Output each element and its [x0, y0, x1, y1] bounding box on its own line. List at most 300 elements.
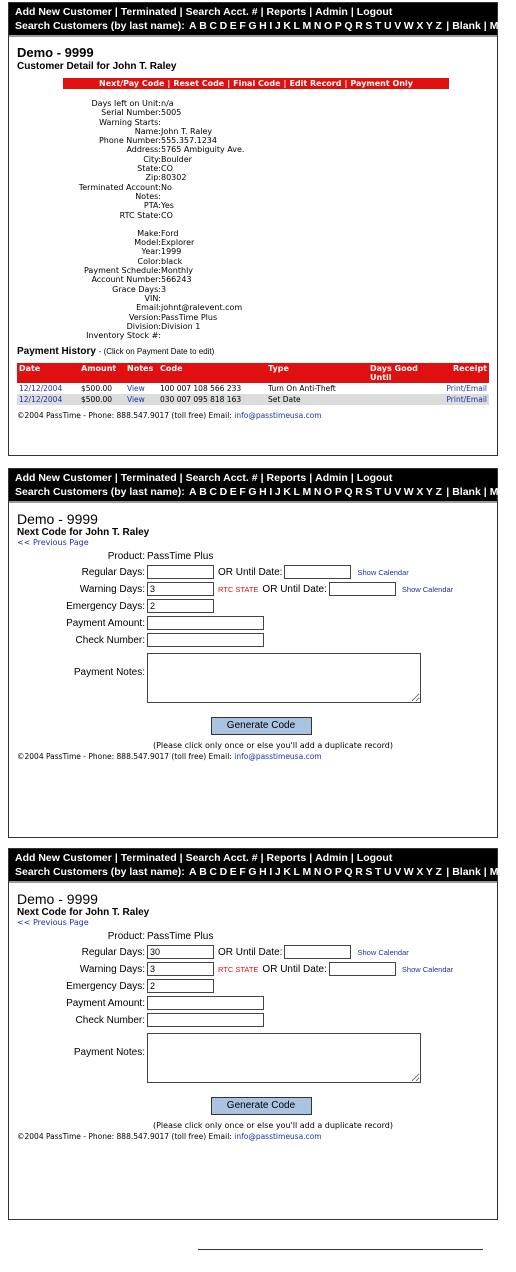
detail-value: 5765 Ambiguity Ave.: [161, 145, 245, 155]
duplicate-warning: (Please click only once or else you'll add a duplicate record): [152, 741, 394, 750]
detail-value: 1999: [161, 247, 182, 257]
notes-view-link[interactable]: View: [127, 384, 145, 394]
detail-row: [17, 247, 489, 256]
letter-link-q[interactable]: Q: [344, 20, 353, 32]
nav-main-links: [15, 851, 491, 865]
emergency-days-row: [17, 599, 489, 613]
regular-days-label: Regular Days:: [81, 946, 145, 958]
detail-label: Version:: [128, 312, 161, 322]
letter-link-a[interactable]: A: [189, 866, 197, 878]
days-good-until: [370, 395, 436, 404]
letter-link-b[interactable]: B: [199, 866, 207, 878]
regular-until-date-input[interactable]: [284, 565, 351, 579]
letter-link-k[interactable]: K: [283, 486, 291, 498]
detail-value: 566243: [161, 275, 192, 285]
letter-link-z[interactable]: Z: [435, 486, 442, 498]
detail-value: PassTime Plus: [161, 312, 218, 322]
letter-link-r[interactable]: R: [355, 486, 363, 498]
nav-add-new-customer[interactable]: Add New Customer: [15, 852, 112, 864]
nav-terminated[interactable]: Terminated: [120, 6, 177, 18]
action-bar: [63, 78, 449, 89]
product-label: Product:: [107, 931, 145, 942]
or-until-date-label: OR Until Date:: [218, 566, 283, 578]
detail-value: johnt@ralevent.com: [161, 303, 243, 313]
nav-blank[interactable]: Blank: [452, 20, 481, 32]
warning-until-date-input[interactable]: [329, 962, 396, 976]
payment-history-header: [17, 363, 489, 383]
letter-link-q[interactable]: Q: [344, 486, 353, 498]
nav-search-letters: [15, 19, 516, 33]
letter-link-s[interactable]: S: [365, 20, 373, 32]
letter-link-v[interactable]: V: [394, 866, 402, 878]
letter-link-y[interactable]: Y: [425, 486, 433, 498]
nav-blank[interactable]: Blank: [452, 486, 481, 498]
nav-main-links: [15, 5, 491, 19]
footer: [17, 411, 489, 420]
regular-until-date-input[interactable]: [284, 945, 351, 959]
detail-value: CO: [161, 210, 173, 220]
receipt-print-email-link[interactable]: Print/Email: [446, 395, 487, 405]
letter-link-x[interactable]: X: [416, 866, 424, 878]
detail-label: Name:: [134, 126, 161, 136]
nav-separator: |: [446, 20, 450, 32]
footer-email-link[interactable]: info@passtimeusa.com: [234, 752, 322, 761]
detail-label: PTA:: [143, 201, 161, 211]
duplicate-warning: (Please click only once or else you'll add a duplicate record): [152, 1121, 394, 1130]
nav-admin[interactable]: Admin: [315, 852, 348, 864]
warning-days-input[interactable]: [147, 582, 214, 596]
show-calendar-link[interactable]: Show Calendar: [401, 584, 454, 594]
detail-label: Serial Number:: [101, 108, 161, 118]
nav-misc[interactable]: Misc.: [489, 486, 516, 498]
detail-label: Color:: [137, 256, 161, 266]
letter-link-t[interactable]: T: [374, 866, 382, 878]
col-type: Type: [268, 364, 289, 374]
detail-label: Account Number:: [91, 275, 161, 285]
detail-row: [17, 127, 489, 136]
detail-label: Notes:: [135, 191, 161, 201]
nav-search-letters: [15, 485, 516, 499]
payment-amount-label: Payment Amount:: [66, 997, 145, 1009]
nav-logout[interactable]: Logout: [356, 6, 393, 18]
detail-label: City:: [143, 154, 161, 164]
previous-page-link[interactable]: << Previous Page: [17, 918, 89, 927]
detail-value: 80302: [161, 173, 187, 183]
letter-link-n[interactable]: N: [313, 486, 322, 498]
top-nav-bar: [9, 3, 516, 35]
nav-search-acct[interactable]: Search Acct. #: [185, 6, 258, 18]
action-separator: |: [344, 79, 348, 88]
payment-date-link[interactable]: 12/12/2004: [19, 395, 63, 405]
warning-days-label: Warning Days:: [79, 963, 145, 975]
nav-separator: |: [114, 472, 118, 484]
letter-link-z[interactable]: Z: [435, 866, 442, 878]
warning-days-row: [17, 962, 489, 976]
detail-value: black: [161, 256, 183, 266]
letter-link-l[interactable]: L: [293, 486, 300, 498]
letter-link-p[interactable]: P: [334, 866, 342, 878]
detail-row: [17, 266, 489, 275]
detail-value: CO: [161, 164, 173, 174]
nav-separator: |: [483, 486, 487, 498]
detail-row: [17, 173, 489, 182]
nav-misc[interactable]: Misc.: [489, 20, 516, 32]
nav-reports[interactable]: Reports: [266, 852, 307, 864]
letter-link-e[interactable]: E: [229, 20, 237, 32]
letter-link-b[interactable]: B: [199, 20, 207, 32]
letter-link-j[interactable]: J: [274, 486, 281, 498]
generate-code-button[interactable]: Generate Code: [211, 717, 312, 735]
or-until-date-label: OR Until Date:: [262, 583, 327, 595]
letter-link-g[interactable]: G: [248, 20, 257, 32]
reset-code-link[interactable]: Reset Code: [173, 79, 225, 88]
payment-history-title: [17, 346, 489, 357]
letter-link-y[interactable]: Y: [425, 20, 433, 32]
letter-link-c[interactable]: C: [209, 866, 217, 878]
letter-link-m[interactable]: M: [302, 486, 312, 498]
warning-days-label: Warning Days:: [79, 583, 145, 595]
customer-detail-content: [9, 37, 497, 424]
customer-fields-group-a: [17, 99, 489, 220]
letter-link-k[interactable]: K: [283, 866, 291, 878]
letter-link-f[interactable]: F: [239, 486, 246, 498]
detail-label: Make:: [137, 228, 161, 238]
detail-label: Payment Schedule:: [83, 266, 161, 276]
detail-row: [17, 322, 489, 331]
letter-link-d[interactable]: D: [219, 20, 228, 32]
letter-link-p[interactable]: P: [334, 486, 342, 498]
next-code-form: [9, 503, 497, 765]
top-nav-bar: [9, 469, 516, 501]
detail-row: [17, 257, 489, 266]
search-by-last-name-label: Search Customers (by last name):: [15, 866, 185, 878]
payment-code: 100 007 108 566 233: [160, 384, 242, 394]
payment-date-link[interactable]: 12/12/2004: [19, 384, 63, 394]
payment-amount-row: [17, 996, 489, 1010]
detail-label: RTC State:: [119, 210, 161, 220]
letter-link-m[interactable]: M: [302, 866, 312, 878]
nav-separator: |: [260, 472, 264, 484]
letter-link-x[interactable]: X: [416, 486, 424, 498]
detail-value: 5005: [161, 108, 182, 118]
detail-row: [17, 192, 489, 201]
nav-separator: |: [483, 20, 487, 32]
nav-add-new-customer[interactable]: Add New Customer: [15, 6, 112, 18]
detail-value: Division 1: [161, 321, 201, 331]
letter-link-r[interactable]: R: [355, 20, 363, 32]
page-subtitle: Next Code for John T. Raley: [17, 527, 150, 538]
detail-row: [17, 331, 489, 340]
letter-link-y[interactable]: Y: [425, 866, 433, 878]
detail-row: [17, 238, 489, 247]
letter-link-f[interactable]: F: [239, 20, 246, 32]
nav-separator: |: [179, 472, 183, 484]
letter-link-c[interactable]: C: [209, 486, 217, 498]
nav-admin[interactable]: Admin: [315, 472, 348, 484]
detail-label: VIN:: [144, 293, 161, 303]
detail-label: Inventory Stock #:: [86, 331, 161, 341]
letter-link-i[interactable]: I: [269, 486, 273, 498]
payment-amount-input[interactable]: [147, 996, 264, 1010]
letter-link-a[interactable]: A: [189, 20, 197, 32]
letter-link-r[interactable]: R: [355, 866, 363, 878]
detail-label: Model:: [134, 238, 161, 248]
payment-amount-label: Payment Amount:: [66, 617, 145, 629]
rtc-state-label: RTC STATE: [218, 964, 259, 974]
emergency-days-input[interactable]: [147, 599, 214, 613]
nav-main-links: [15, 471, 491, 485]
letter-link-s[interactable]: S: [365, 486, 373, 498]
regular-days-label: Regular Days:: [81, 566, 145, 578]
payment-notes-textarea[interactable]: [147, 1033, 421, 1083]
nav-separator: |: [114, 852, 118, 864]
letter-link-j[interactable]: J: [274, 20, 281, 32]
letter-link-h[interactable]: H: [259, 20, 267, 32]
detail-label: Division:: [126, 321, 161, 331]
footer-email-link[interactable]: info@passtimeusa.com: [234, 1132, 322, 1141]
page-subtitle: Next Code for John T. Raley: [17, 907, 150, 918]
payment-amount-row: [17, 616, 489, 630]
detail-row: [17, 183, 489, 192]
rtc-state-label: RTC STATE: [218, 584, 259, 594]
next-code-screen-1: [8, 468, 516, 838]
nav-search-acct[interactable]: Search Acct. #: [185, 472, 258, 484]
payment-notes-row: [17, 653, 489, 703]
nav-admin[interactable]: Admin: [315, 6, 348, 18]
payment-notes-textarea[interactable]: [147, 653, 421, 703]
detail-label: Address:: [126, 145, 161, 155]
page-subtitle: Customer Detail for John T. Raley: [17, 61, 177, 72]
regular-days-input[interactable]: [147, 565, 214, 579]
letter-link-q[interactable]: Q: [344, 866, 353, 878]
action-separator: |: [227, 79, 231, 88]
detail-row: [17, 136, 489, 145]
detail-row: [17, 108, 489, 117]
detail-value: 555.357.1234: [161, 136, 217, 146]
detail-label: Warning Starts:: [99, 117, 161, 127]
letter-link-h[interactable]: H: [259, 866, 267, 878]
detail-row: [17, 294, 489, 303]
letter-link-a[interactable]: A: [189, 486, 197, 498]
nav-reports[interactable]: Reports: [266, 6, 307, 18]
product-value: PassTime Plus: [147, 931, 214, 942]
letter-link-z[interactable]: Z: [435, 20, 442, 32]
letter-link-i[interactable]: I: [269, 20, 273, 32]
detail-row: [17, 145, 489, 154]
payment-notes-label: Payment Notes:: [73, 1047, 145, 1058]
emergency-days-row: [17, 979, 489, 993]
nav-terminated[interactable]: Terminated: [120, 472, 177, 484]
or-until-date-label: OR Until Date:: [218, 946, 283, 958]
detail-label: Phone Number:: [98, 136, 161, 146]
detail-value: Yes: [161, 201, 174, 211]
generate-code-button[interactable]: Generate Code: [211, 1097, 312, 1115]
detail-value: n/a: [161, 99, 174, 108]
letter-link-w[interactable]: W: [403, 20, 414, 32]
detail-row: [17, 303, 489, 312]
dealer-title: Demo - 9999: [17, 891, 98, 907]
check-number-label: Check Number:: [75, 634, 145, 646]
emergency-days-input[interactable]: [147, 979, 214, 993]
letter-link-i[interactable]: I: [269, 866, 273, 878]
payment-amount-input[interactable]: [147, 616, 264, 630]
letter-link-o[interactable]: O: [324, 866, 333, 878]
show-calendar-link[interactable]: Show Calendar: [357, 947, 409, 957]
letter-link-c[interactable]: C: [209, 20, 217, 32]
payment-amount: $500.00: [81, 384, 113, 394]
detail-label: Terminated Account:: [78, 182, 161, 192]
detail-value: Boulder: [161, 154, 192, 164]
previous-page-link[interactable]: << Previous Page: [17, 538, 89, 547]
nav-misc[interactable]: Misc.: [489, 866, 516, 878]
payment-notes-label: Payment Notes:: [73, 667, 145, 678]
search-by-last-name-label: Search Customers (by last name):: [15, 20, 185, 32]
letter-links: [188, 866, 444, 878]
letter-link-v[interactable]: V: [394, 486, 402, 498]
nav-separator: |: [309, 6, 313, 18]
product-row: [17, 551, 489, 562]
detail-value: John T. Raley: [161, 126, 213, 136]
letter-link-x[interactable]: X: [416, 20, 424, 32]
col-date: Date: [19, 364, 41, 374]
action-separator: |: [167, 79, 171, 88]
payment-only-link[interactable]: Payment Only: [350, 79, 413, 88]
warning-until-date-input[interactable]: [329, 582, 396, 596]
footer: [17, 1132, 489, 1141]
nav-separator: |: [350, 852, 354, 864]
col-code: Code: [160, 364, 183, 374]
payment-amount: $500.00: [81, 395, 113, 405]
check-number-input[interactable]: [147, 633, 264, 647]
nav-separator: |: [446, 866, 450, 878]
show-calendar-link[interactable]: Show Calendar: [357, 567, 409, 577]
letter-link-f[interactable]: F: [239, 866, 246, 878]
footer-email-link[interactable]: info@passtimeusa.com: [234, 411, 322, 421]
search-by-last-name-label: Search Customers (by last name):: [15, 486, 185, 498]
letter-link-u[interactable]: U: [384, 20, 392, 32]
receipt-print-email-link[interactable]: Print/Email: [446, 384, 487, 394]
letter-link-d[interactable]: D: [219, 866, 228, 878]
customer-fields: [17, 99, 489, 340]
letter-link-h[interactable]: H: [259, 486, 267, 498]
letter-link-o[interactable]: O: [324, 486, 333, 498]
bottom-divider-line: [198, 1249, 483, 1250]
emergency-days-label: Emergency Days:: [66, 600, 145, 612]
letter-link-e[interactable]: E: [229, 486, 237, 498]
payment-type: Turn On Anti-Theft: [268, 384, 336, 394]
show-calendar-link[interactable]: Show Calendar: [401, 964, 454, 974]
dealer-title: Demo - 9999: [17, 45, 94, 60]
detail-row: [17, 201, 489, 210]
nav-separator: |: [309, 852, 313, 864]
payment-history-row: [17, 383, 489, 394]
detail-row: [17, 99, 489, 108]
letter-link-n[interactable]: N: [313, 20, 322, 32]
letter-link-n[interactable]: N: [313, 866, 322, 878]
nav-separator: |: [446, 486, 450, 498]
emergency-days-label: Emergency Days:: [66, 980, 145, 992]
nav-add-new-customer[interactable]: Add New Customer: [15, 472, 112, 484]
nav-separator: |: [260, 852, 264, 864]
final-code-link[interactable]: Final Code: [233, 79, 281, 88]
product-label: Product:: [107, 551, 145, 562]
notes-view-link[interactable]: View: [127, 395, 145, 405]
letter-link-t[interactable]: T: [374, 486, 382, 498]
customer-detail-screen: [8, 2, 516, 456]
nav-search-acct[interactable]: Search Acct. #: [185, 852, 258, 864]
detail-value: No: [161, 182, 172, 192]
detail-row: [17, 275, 489, 284]
next-code-screen-2: [8, 848, 516, 1220]
letter-link-v[interactable]: V: [394, 20, 402, 32]
payment-history-row: [17, 394, 489, 405]
detail-row: [17, 211, 489, 220]
detail-row: [17, 313, 489, 322]
product-value: PassTime Plus: [147, 551, 214, 562]
letter-link-w[interactable]: W: [403, 866, 414, 878]
footer-text: ©2004 PassTime - Phone: 888.547.9017 (toll free) Email:: [17, 752, 232, 761]
detail-value: 3: [161, 284, 167, 294]
nav-logout[interactable]: Logout: [356, 852, 393, 864]
regular-days-input[interactable]: [147, 945, 214, 959]
letter-link-j[interactable]: J: [274, 866, 281, 878]
letter-link-b[interactable]: B: [199, 486, 207, 498]
detail-label: Year:: [141, 247, 161, 257]
letter-link-o[interactable]: O: [324, 20, 333, 32]
letter-link-t[interactable]: T: [374, 20, 382, 32]
letter-link-m[interactable]: M: [302, 20, 312, 32]
nav-search-letters: [15, 865, 516, 879]
letter-link-d[interactable]: D: [219, 486, 228, 498]
col-receipt: Receipt: [452, 364, 487, 374]
letter-link-u[interactable]: U: [384, 866, 392, 878]
col-amount: Amount: [81, 364, 117, 374]
detail-row: [17, 164, 489, 173]
detail-value: Monthly: [161, 266, 194, 276]
letter-link-k[interactable]: K: [283, 20, 291, 32]
nav-logout[interactable]: Logout: [356, 472, 393, 484]
nav-blank[interactable]: Blank: [452, 866, 481, 878]
letter-link-l[interactable]: L: [293, 20, 300, 32]
payment-history-hint: - (Click on Payment Date to edit): [98, 347, 215, 357]
warning-days-input[interactable]: [147, 962, 214, 976]
nav-separator: |: [179, 852, 183, 864]
letter-link-p[interactable]: P: [334, 20, 342, 32]
detail-value: Explorer: [161, 238, 195, 248]
edit-record-link[interactable]: Edit Record: [289, 79, 342, 88]
payment-history-heading: Payment History: [17, 346, 96, 358]
letter-link-u[interactable]: U: [384, 486, 392, 498]
letter-link-w[interactable]: W: [403, 486, 414, 498]
payment-code: 030 007 095 818 163: [160, 395, 242, 405]
regular-days-row: [17, 565, 489, 579]
letter-link-l[interactable]: L: [293, 866, 300, 878]
check-number-input[interactable]: [147, 1013, 264, 1027]
check-number-row: [17, 1013, 489, 1027]
nav-separator: |: [350, 6, 354, 18]
nav-reports[interactable]: Reports: [266, 472, 307, 484]
days-good-until: [370, 384, 436, 393]
nav-terminated[interactable]: Terminated: [120, 852, 177, 864]
letter-link-s[interactable]: S: [365, 866, 373, 878]
letter-link-g[interactable]: G: [248, 866, 257, 878]
detail-value: Ford: [161, 228, 179, 238]
letter-link-g[interactable]: G: [248, 486, 257, 498]
next-pay-code-link[interactable]: Next/Pay Code: [99, 79, 165, 88]
letter-link-e[interactable]: E: [229, 866, 237, 878]
footer-text: ©2004 PassTime - Phone: 888.547.9017 (toll free) Email:: [17, 411, 232, 421]
check-number-label: Check Number:: [75, 1014, 145, 1026]
